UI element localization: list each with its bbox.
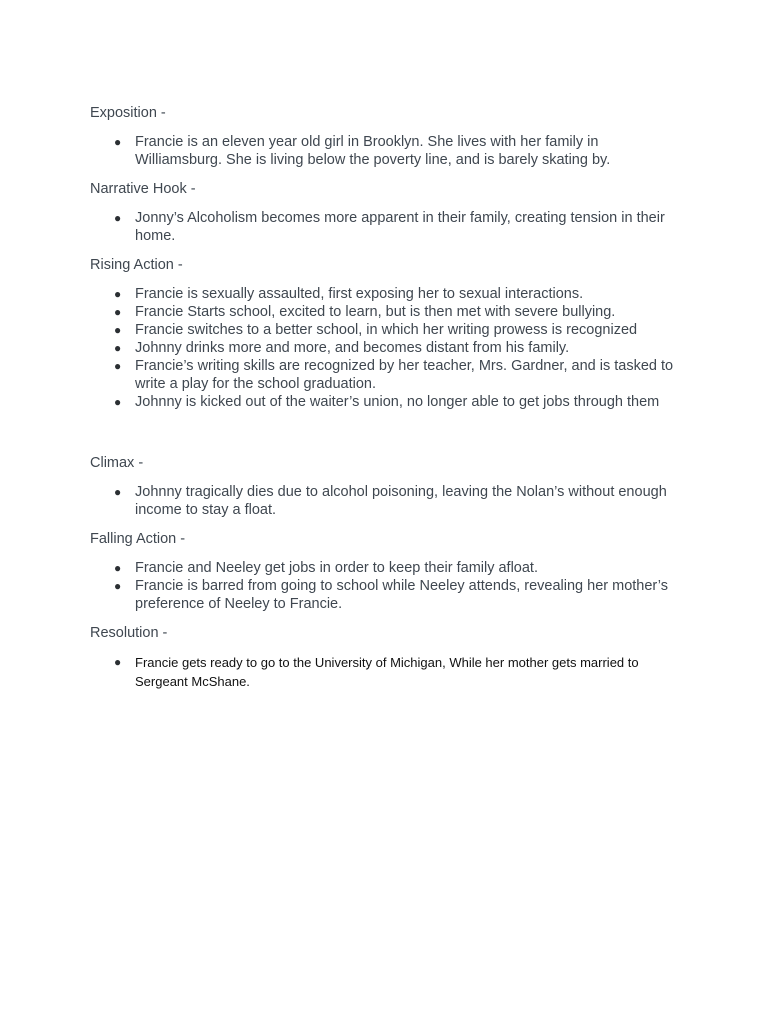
section-heading-exposition: Exposition - bbox=[90, 105, 166, 121]
list-item-text: Johnny tragically dies due to alcohol poisoning, leaving the Nolan’s without enough income to stay a float. bbox=[135, 484, 667, 518]
document-page bbox=[90, 104, 680, 702]
list-item bbox=[90, 357, 680, 393]
list-item bbox=[90, 339, 680, 357]
bullet-icon: ● bbox=[114, 341, 122, 355]
falling-action-list bbox=[90, 559, 680, 613]
list-item bbox=[90, 483, 680, 519]
list-item bbox=[90, 303, 680, 321]
section-heading-rising-action: Rising Action - bbox=[90, 257, 183, 273]
list-item-text: Francie Starts school, excited to learn, but is then met with severe bullying. bbox=[135, 304, 616, 320]
bullet-icon: ● bbox=[114, 323, 122, 337]
bullet-icon: ● bbox=[114, 305, 122, 319]
bullet-icon: ● bbox=[114, 287, 122, 301]
bullet-icon: ● bbox=[114, 135, 122, 149]
list-item-text: Johnny drinks more and more, and becomes distant from his family. bbox=[135, 340, 570, 356]
bullet-icon: ● bbox=[114, 561, 122, 575]
bullet-icon: ● bbox=[114, 655, 122, 669]
list-item-text: Johnny is kicked out of the waiter’s union, no longer able to get jobs through them bbox=[135, 394, 660, 410]
bullet-icon: ● bbox=[114, 395, 122, 409]
resolution-list bbox=[90, 653, 680, 691]
list-item bbox=[90, 321, 680, 339]
list-item-text: Jonny’s Alcoholism becomes more apparent in their family, creating tension in their home. bbox=[135, 210, 665, 244]
list-item bbox=[90, 653, 680, 691]
list-item bbox=[90, 209, 680, 245]
list-item bbox=[90, 559, 680, 577]
list-item bbox=[90, 393, 680, 411]
rising-action-list bbox=[90, 285, 680, 411]
list-item bbox=[90, 577, 680, 613]
list-item-text: Francie is sexually assaulted, first exposing her to sexual interactions. bbox=[135, 286, 584, 302]
narrative-hook-list bbox=[90, 209, 680, 245]
list-item bbox=[90, 285, 680, 303]
list-item bbox=[90, 133, 680, 169]
section-heading-narrative-hook: Narrative Hook - bbox=[90, 181, 196, 197]
list-item-text: Francie is an eleven year old girl in Brooklyn. She lives with her family in Williamsburg. She is living below the poverty line, and is barely skating by. bbox=[135, 134, 611, 168]
exposition-list bbox=[90, 133, 680, 169]
bullet-icon: ● bbox=[114, 211, 122, 225]
section-heading-resolution: Resolution - bbox=[90, 625, 168, 641]
blank-line bbox=[90, 422, 680, 454]
bullet-icon: ● bbox=[114, 359, 122, 373]
bullet-icon: ● bbox=[114, 579, 122, 593]
list-item-text: Francie gets ready to go to the University of Michigan, While her mother gets married to Sergeant McShane. bbox=[135, 655, 639, 689]
list-item-text: Francie switches to a better school, in which her writing prowess is recognized bbox=[135, 322, 638, 338]
list-item-text: Francie is barred from going to school while Neeley attends, revealing her mother’s preference of Neeley to Francie. bbox=[135, 578, 669, 612]
section-heading-falling-action: Falling Action - bbox=[90, 531, 186, 547]
section-heading-climax: Climax - bbox=[90, 455, 144, 471]
bullet-icon: ● bbox=[114, 485, 122, 499]
climax-list bbox=[90, 483, 680, 519]
list-item-text: Francie’s writing skills are recognized by her teacher, Mrs. Gardner, and is tasked to write a play for the school graduation. bbox=[135, 358, 674, 392]
list-item-text: Francie and Neeley get jobs in order to keep their family afloat. bbox=[135, 560, 538, 576]
